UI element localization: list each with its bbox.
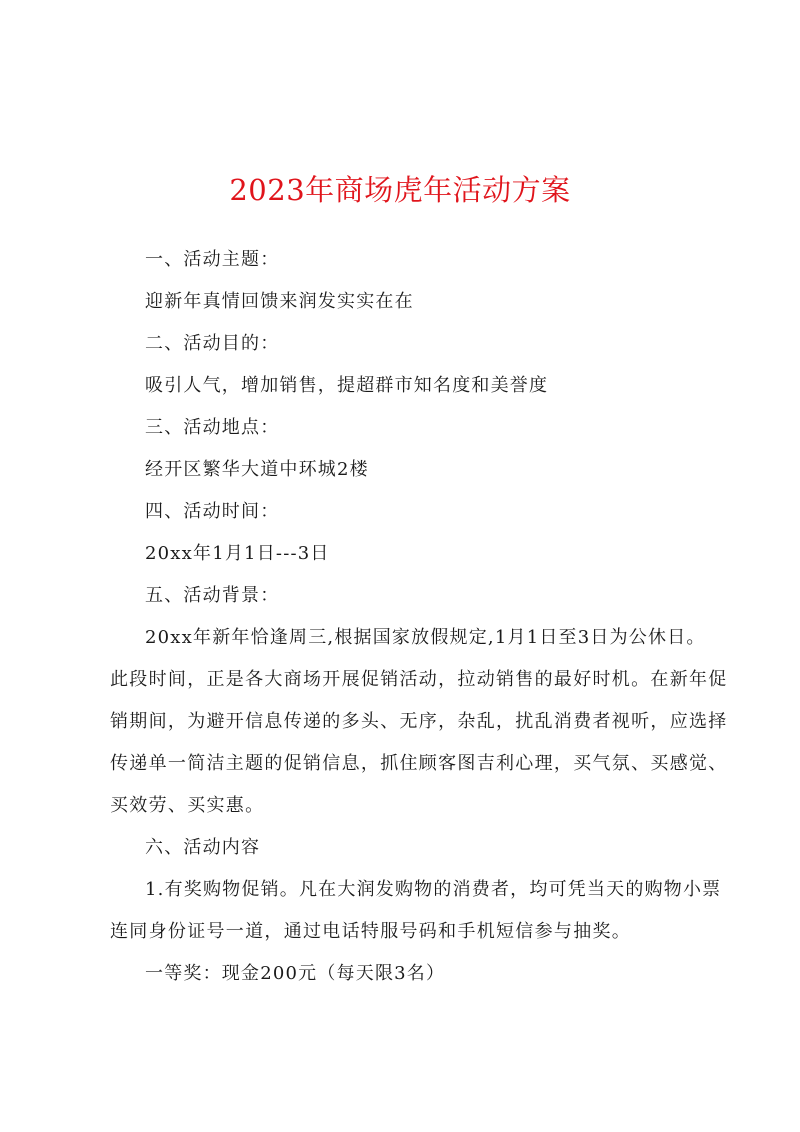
section-heading-purpose: 二、活动目的： — [145, 333, 280, 354]
paragraph-content-line-1: 1.有奖购物促销。凡在大润发购物的消费者，均可凭当天的购物小票 — [145, 879, 722, 900]
paragraph-content-line-2: 连同身份证号一道，通过电话特服号码和手机短信参与抽奖。 — [110, 921, 632, 942]
section-heading-location: 三、活动地点： — [145, 417, 280, 438]
document-title: 2023年商场虎年活动方案 — [229, 173, 571, 207]
paragraph-location: 经开区繁华大道中环城2楼 — [145, 459, 369, 480]
section-heading-background: 五、活动背景： — [145, 585, 280, 606]
paragraph-background-line-2: 此段时间，正是各大商场开展促销活动，拉动销售的最好时机。在新年促 — [110, 669, 728, 690]
section-heading-theme: 一、活动主题： — [145, 249, 280, 270]
paragraph-background-line-4: 传递单一简洁主题的促销信息，抓住顾客图吉利心理，买气氛、买感觉、 — [110, 753, 728, 774]
paragraph-background-line-3: 销期间，为避开信息传递的多头、无序，杂乱，扰乱消费者视听，应选择 — [110, 711, 728, 732]
paragraph-theme: 迎新年真情回馈来润发实实在在 — [145, 291, 414, 312]
section-heading-content: 六、活动内容 — [145, 837, 261, 858]
section-heading-time: 四、活动时间： — [145, 501, 280, 522]
paragraph-background-line-5: 买效劳、买实惠。 — [110, 795, 265, 816]
paragraph-time: 20xx年1月1日---3日 — [145, 543, 330, 564]
paragraph-first-prize: 一等奖：现金200元（每天限3名） — [145, 963, 446, 984]
paragraph-background-line-1: 20xx年新年恰逢周三,根据国家放假规定,1月1日至3日为公休日。 — [145, 627, 706, 648]
paragraph-purpose: 吸引人气，增加销售，提超群市知名度和美誉度 — [145, 375, 549, 396]
